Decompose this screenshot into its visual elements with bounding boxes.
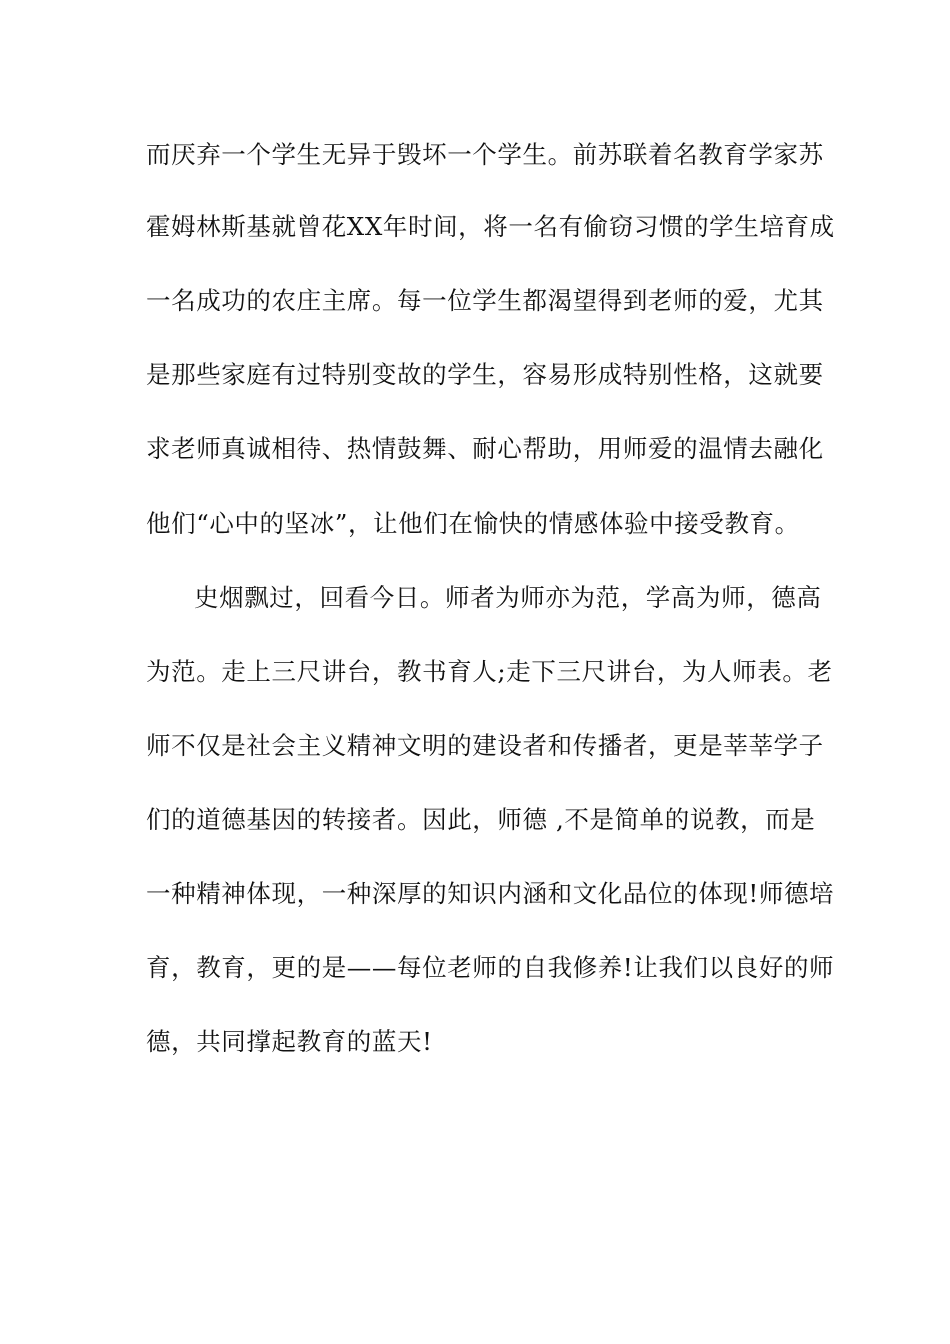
text-line: 他们“心中的坚冰”，让他们在愉快的情感体验中接受教育。 bbox=[146, 509, 800, 538]
text-line: 们的道德基因的转接者。因此，师德 ,不是简单的说教，而是 bbox=[146, 805, 816, 834]
paragraph-first-line: 史烟飘过，回看今日。师者为师亦为范，学高为师，德高 bbox=[194, 583, 822, 612]
text-line: 而厌弃一个学生无异于毁坏一个学生。前苏联着名教育学家苏 bbox=[146, 140, 824, 169]
text-line: 求老师真诚相待、热情鼓舞、耐心帮助，用师爱的温情去融化 bbox=[146, 434, 824, 463]
text-line: 德，共同撑起教育的蓝天! bbox=[146, 1027, 433, 1056]
text-line: 是那些家庭有过特别变故的学生，容易形成特别性格，这就要 bbox=[146, 360, 824, 389]
text-line: 一名成功的农庄主席。每一位学生都渴望得到老师的爱，尤其 bbox=[146, 286, 824, 315]
text-line: 为范。走上三尺讲台，教书育人;走下三尺讲台，为人师表。老 bbox=[146, 657, 833, 686]
text-line: 一种精神体现，一种深厚的知识内涵和文化品位的体现!师德培 bbox=[146, 879, 835, 908]
text-line: 霍姆林斯基就曾花XX年时间，将一名有偷窃习惯的学生培育成 bbox=[146, 212, 835, 241]
text-line: 师不仅是社会主义精神文明的建设者和传播者，更是莘莘学子 bbox=[146, 731, 824, 760]
text-line: 育，教育，更的是——每位老师的自我修养!让我们以良好的师 bbox=[146, 953, 835, 982]
